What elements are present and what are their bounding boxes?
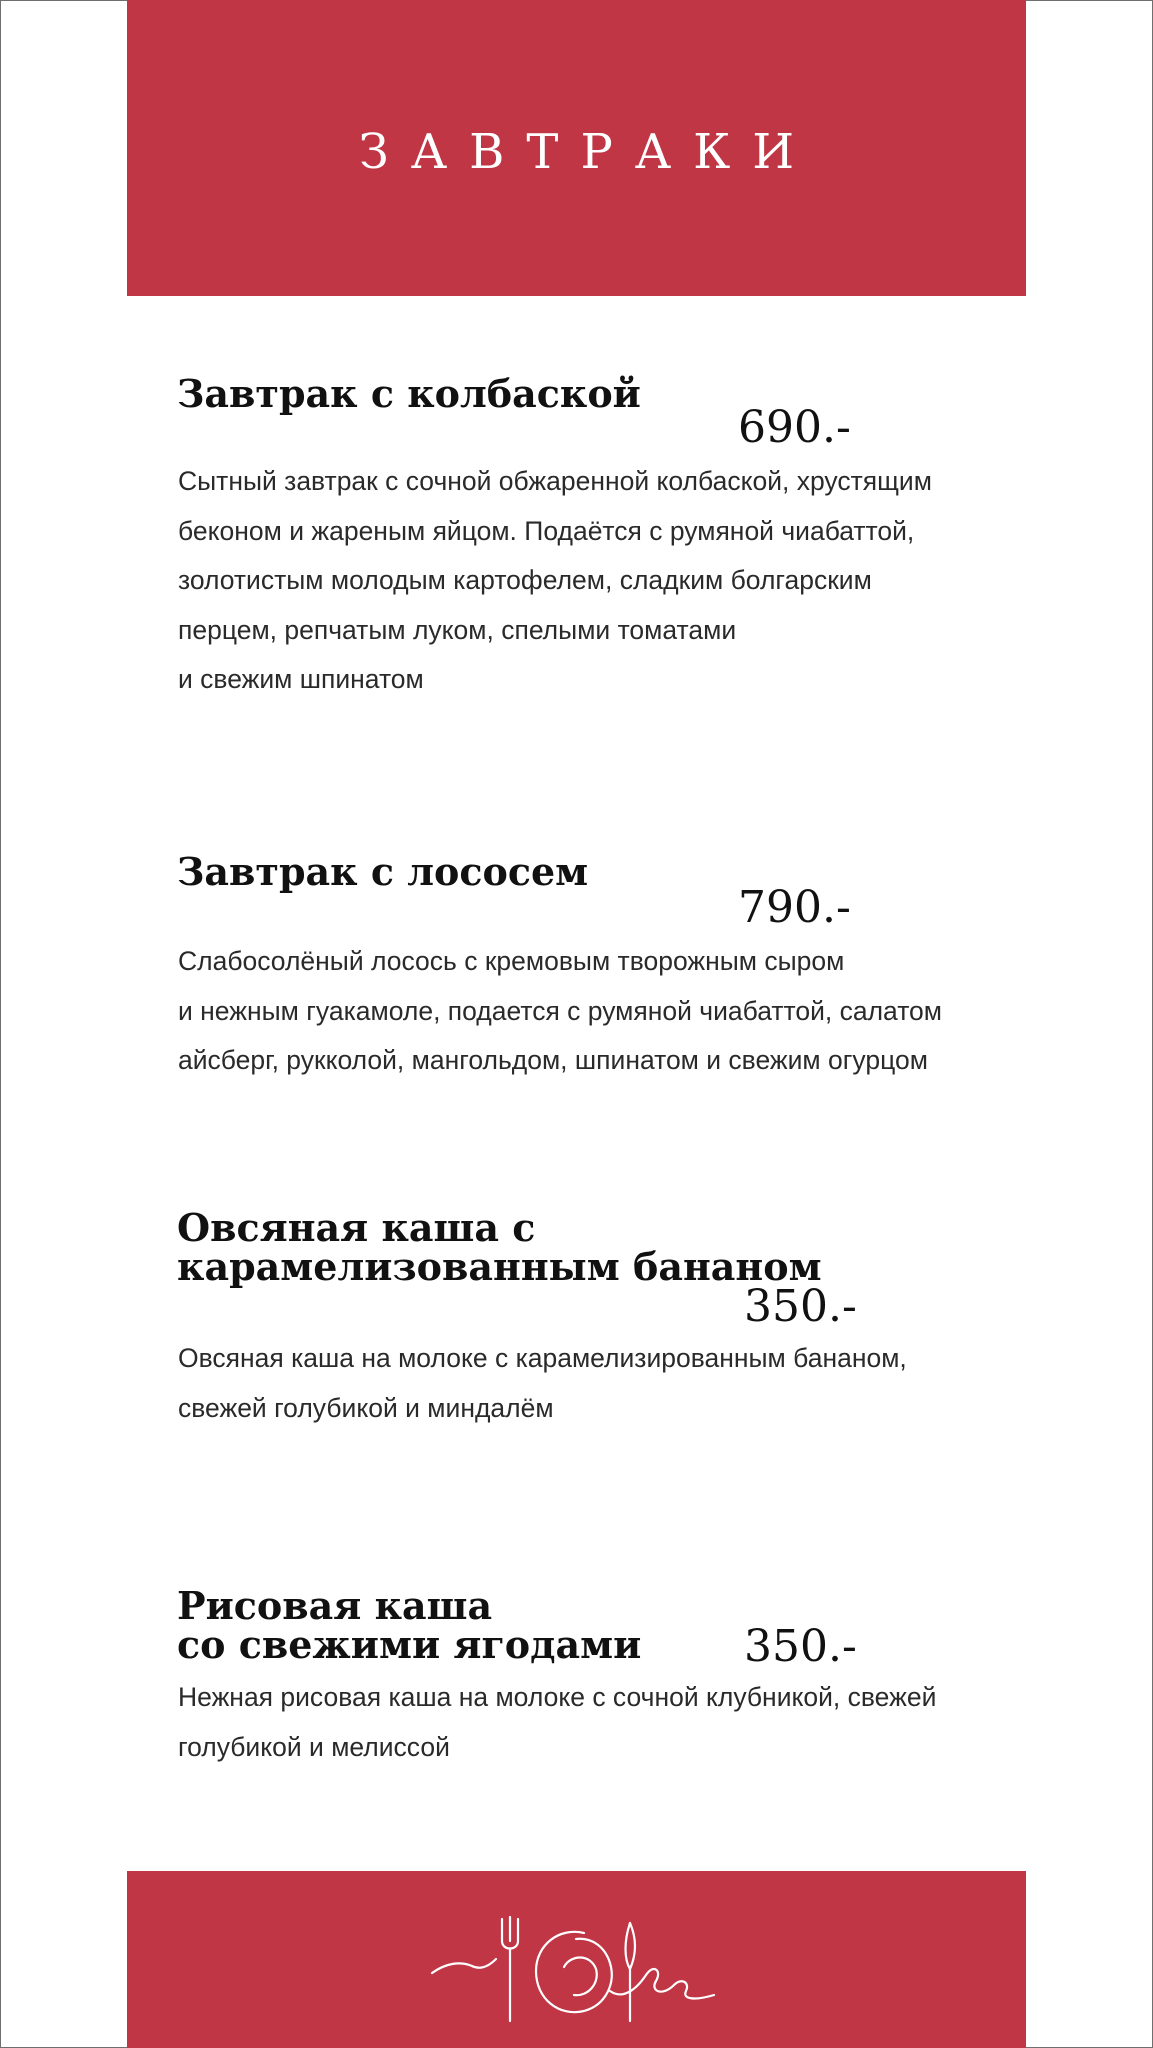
description-line: Сытный завтрак с сочной обжаренной колбаской, хрустящим: [178, 466, 932, 496]
description-line: и свежим шпинатом: [178, 664, 424, 694]
dish-name-line: со свежими ягодами: [177, 1622, 642, 1667]
dish-price: 350.-: [744, 1621, 857, 1672]
dish-price: 350.-: [744, 1281, 857, 1332]
plate-fork-knife-logo-icon: [424, 1871, 724, 2048]
description-line: голубикой и мелиссой: [178, 1731, 450, 1762]
description-line: айсберг, рукколой, мангольдом, шпинатом и свежим огурцом: [178, 1045, 928, 1075]
header-band: [127, 0, 1026, 296]
dish-price: 690.-: [738, 402, 851, 453]
dish-name: [177, 371, 641, 416]
dish-name: [177, 1205, 822, 1289]
dish-description: [178, 457, 1078, 705]
dish-description: [178, 937, 1078, 1086]
dish-price: 790.-: [738, 882, 851, 933]
description-line: и нежным гуакамоле, подается с румяной чиабаттой, салатом: [178, 995, 942, 1026]
dish-name: [177, 1583, 642, 1667]
dish-description: [178, 1673, 1078, 1772]
dish-name-line: Завтрак с колбаской: [177, 371, 641, 416]
dish-name-line: карамелизованным бананом: [177, 1244, 822, 1289]
header-title: ЗАВТРАКИ: [358, 124, 817, 180]
dish-name-line: Завтрак с лососем: [177, 849, 589, 894]
description-line: Слабосолёный лосось с кремовым творожным сыром: [178, 946, 845, 976]
description-line: свежей голубикой и миндалём: [178, 1392, 554, 1423]
description-line: золотистым молодым картофелем, сладким болгарским: [178, 565, 872, 595]
description-line: Овсяная каша на молоке с карамелизированным бананом,: [178, 1343, 907, 1373]
dish-name-line: Овсяная каша с: [177, 1205, 536, 1250]
dish-name: [177, 849, 589, 894]
dish-name-line: Рисовая каша: [177, 1583, 493, 1628]
dish-description: [178, 1334, 1078, 1433]
description-line: беконом и жареным яйцом. Подаётся с румяной чиабаттой,: [178, 515, 915, 546]
description-line: Нежная рисовая каша на молоке с сочной клубникой, свежей: [178, 1682, 937, 1712]
footer-band: [127, 1871, 1026, 2048]
description-line: перцем, репчатым луком, спелыми томатами: [178, 614, 737, 645]
